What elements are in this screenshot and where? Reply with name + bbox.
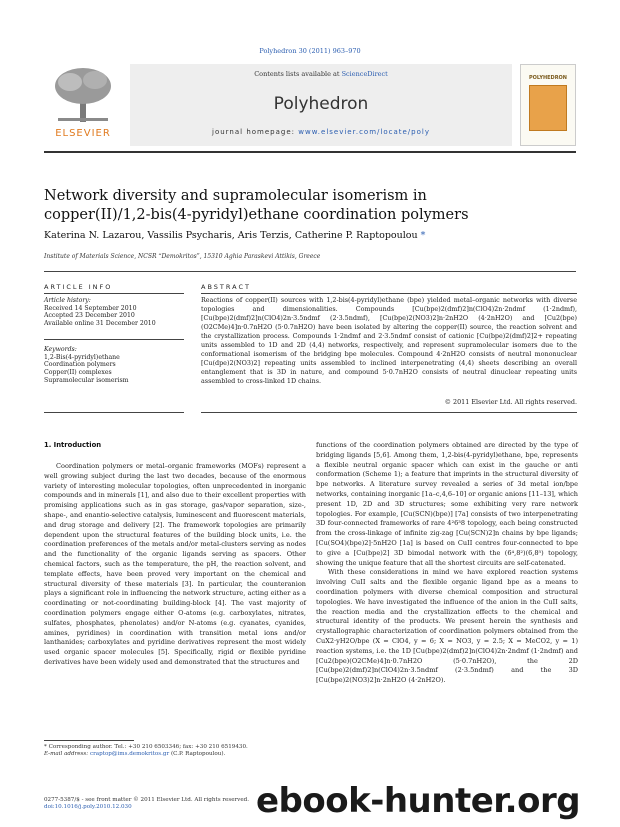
abstract-bottom-rule bbox=[201, 412, 577, 413]
info-bottom-rule bbox=[44, 412, 184, 413]
keyword: 1,2-Bis(4-pyridyl)ethane bbox=[44, 353, 120, 361]
paragraph: functions of the coordination polymers obtained are directed by the type of bridging ligands [5,6]. Among them, 1,2-bis(4-pyridyl)ethane, bpe, represents a flexible neutral organic spacer which can exist in the gauche or anti conformation (Scheme 1); a feature that imprints in the structural diversity of bpe networks. A literature survey revealed a series of 3d metal ion/bpe networks, containing inorganic [1a–c,4,6–10] or organic anions [11–13], which present 1D, 2D and 3D structures; some exhibiting very rare network topologies. For example, [Cu(SCN)(bpe)] [7a] consists of two interpenetrating 3D four-connected frameworks of rare 4²6³8 topology, each being constructed from the cross-linkage of infinite zig-zag [Cu(SCN)2]n chains by bpe ligands; [Cu(SO4)(bpe)2]·5nH2O [1a] is based on CuII centres four-connected to bpe to give a [Cu(bpe)2] 3D bimodal network with the (6⁴,8²)(6,8⁵) topology, showing the unique feature that all the shortest circuits are self-catenated. bbox=[316, 441, 578, 567]
email-link[interactable]: craptop@ims.demokritos.gr bbox=[89, 751, 170, 758]
left-column bbox=[44, 462, 306, 668]
paragraph: With these considerations in mind we have explored reaction systems involving CuII salts and the flexible organic ligand bpe as a means to coordination polymers with diverse chemical composition and structural topologies. We have investigated the influence of the anion in the CuII salts, the reaction media and the crystallization effects to the chemical and structural identity of the products. We present herein the synthesis and crystallographic characterization of coordination polymers obtained from the CuX2·yH2O/bpe (X = ClO4, y = 6; X = NO3, y = 2.5; X = MeCO2, y = 1) reaction systems, i.e. the 1D [Cu(bpe)2(dmf)2]n(ClO4)2n·2ndmf (1·2ndmf) and [Cu2(bpe)(O2CMe)4]n·0.7nH2O (5·0.7nH2O), the 2D [Cu(bpe)2(dmf)2]n(ClO4)2n·3.5ndmf (2·3.5ndmf) and the 3D [Cu(bpe)2(NO3)2]n·2nH2O (4·2nH2O). bbox=[316, 568, 578, 685]
footnote: * Corresponding author. Tel.: +30 210 6503346; fax: +30 210 6519430. E-mail address: craptop@ims.demokritos.gr (C.P. Raptopoulou). bbox=[44, 744, 248, 758]
article-title: Network diversity and supramolecular isomerism in copper(II)/1,2-bis(4-pyridyl)ethane coordination polymers bbox=[44, 188, 469, 223]
contents-line: Contents lists available at ScienceDirect bbox=[254, 70, 388, 78]
journal-banner bbox=[130, 64, 512, 146]
keyword: Supramolecular isomerism bbox=[44, 376, 129, 384]
homepage-link[interactable]: www.elsevier.com/locate/poly bbox=[298, 128, 430, 136]
keyword: Coordination polymers bbox=[44, 361, 116, 369]
journal-name: Polyhedron bbox=[273, 94, 369, 114]
right-column bbox=[316, 441, 578, 686]
author-list: Katerina N. Lazarou, Vassilis Psycharis, Aris Terzis, Catherine P. Raptopoulou * bbox=[44, 230, 426, 241]
publisher-name: ELSEVIER bbox=[55, 128, 111, 139]
sciencedirect-link[interactable]: ScienceDirect bbox=[341, 70, 388, 78]
doi-link[interactable]: doi:10.1016/j.poly.2010.12.030 bbox=[44, 804, 132, 810]
journal-homepage: journal homepage: www.elsevier.com/locate/poly bbox=[212, 128, 430, 136]
divider bbox=[44, 271, 576, 272]
article-history: Article history: Received 14 September 2010 Accepted 23 December 2010 Available online 31 December 2010 bbox=[44, 297, 156, 328]
copyright: © 2011 Elsevier Ltd. All rights reserved. bbox=[444, 398, 577, 406]
journal-citation[interactable]: Polyhedron 30 (2011) 963–970 bbox=[259, 47, 361, 55]
info-rule bbox=[44, 293, 184, 294]
journal-cover bbox=[520, 64, 576, 146]
watermark: ebook-hunter.org bbox=[256, 781, 581, 821]
front-matter: 0277-5387/$ - see front matter © 2011 Elsevier Ltd. All rights reserved. doi:10.1016/j.poly.2010.12.030 bbox=[44, 797, 250, 810]
keyword: Copper(II) complexes bbox=[44, 369, 112, 377]
cover-image bbox=[529, 85, 567, 131]
paragraph: Coordination polymers or metal–organic frameworks (MOFs) represent a well growing subject during the last two decades, because of the enormous variety of interesting molecular topologies, often unprecedented in inorganic compounds and in minerals [1], and also due to their excellent properties with promising applications such as in gas storage, gas/vapor separation, size-, shape-, and enantio-selective catalysis, luminescent and fluorescent materials, and drug storage and delivery [2]. The framework topologies are primarily dependent upon the structural features of the building block units, i.e. the coordination preferences of the metals and/or metal-clusters serving as nodes and the functionality of the organic ligands serving as spacers. Other chemical factors, such as the temperature, the pH, the reaction solvent, and template effects, have been proved very important on the chemical and structural diversity of these materials [3]. In particular, the counteranion plays a significant role in influencing the network structure, acting either as a coordinating or not-coordinating building-block [4]. The vast majority of coordination polymers engage either O-atoms (e.g. carboxylates, nitrates, sulfates, phosphates, phenolates) and/or N-atoms (e.g. cyanates, cyanides, amines, pyridines) in coordination with transition metal ions and/or lanthanides; carboxylates and pyridine derivatives represent the most widely used organic spacer molecules [5]. Specifically, rigid or flexible pyridine derivatives have been widely used and demonstrated that the structures and bbox=[44, 462, 306, 666]
keywords: Keywords: 1,2-Bis(4-pyridyl)ethane Coordination polymers Copper(II) complexes Supramolecular isomerism bbox=[44, 346, 184, 385]
affiliation: Institute of Materials Science, NCSR “Demokritos”, 15310 Aghia Paraskevi Attikis, Greece bbox=[44, 253, 321, 260]
elsevier-logo bbox=[44, 64, 122, 146]
abstract-rule bbox=[201, 293, 577, 294]
abstract-text: Reactions of copper(II) sources with 1,2-bis(4-pyridyl)ethane (bpe) yielded metal–organic networks with diverse topologies and dimensionalities. Compounds [Cu(bpe)2(dmf)2]n(ClO4)2n·2ndmf (1·2ndmf), [Cu(bpe)2(dmf)2]n(ClO4)2n·3.5ndmf (2·3.5ndmf), [Cu(bpe)2(NO3)2]n·2nH2O (4·2nH2O) and [Cu2(bpe)(O2CMe)4]n·0.7nH2O (5·0.7nH2O) have been isolated by altering the copper(II) source, the reaction solvent and the crystallization process. Compounds 1·2ndmf and 2·3.5ndmf consist of cationic [Cu(bpe)2(dmf)2]2+ repeating units assembled to 1D and 2D (4,4) networks, respectively, and represent supramolecular isomers due to the conformational isomerism of the bridging bpe molecules. Compound 4·2nH2O consists of neutral mononuclear [Cu(dpe)2(NO3)2] repeating units assembled to inclined interpenetrating (4,4) sheets describing an overall entanglement that is 3D in nature, and compound 5·0.7nH2O consists of neutral dinuclear repeating units assembled to cross-linked 1D chains. bbox=[201, 296, 577, 386]
article-info-heading: ARTICLE INFO bbox=[44, 283, 113, 291]
footnote-rule bbox=[44, 740, 134, 741]
header-rule bbox=[44, 151, 576, 153]
abstract-heading: ABSTRACT bbox=[201, 283, 251, 291]
corresponding-author-mark[interactable]: * bbox=[420, 230, 426, 241]
cover-title: POLYHEDRON bbox=[529, 75, 567, 81]
section-heading: 1. Introduction bbox=[44, 441, 102, 449]
info-divider bbox=[44, 339, 184, 340]
elsevier-tree-icon bbox=[50, 66, 116, 124]
journal-header bbox=[44, 64, 576, 146]
